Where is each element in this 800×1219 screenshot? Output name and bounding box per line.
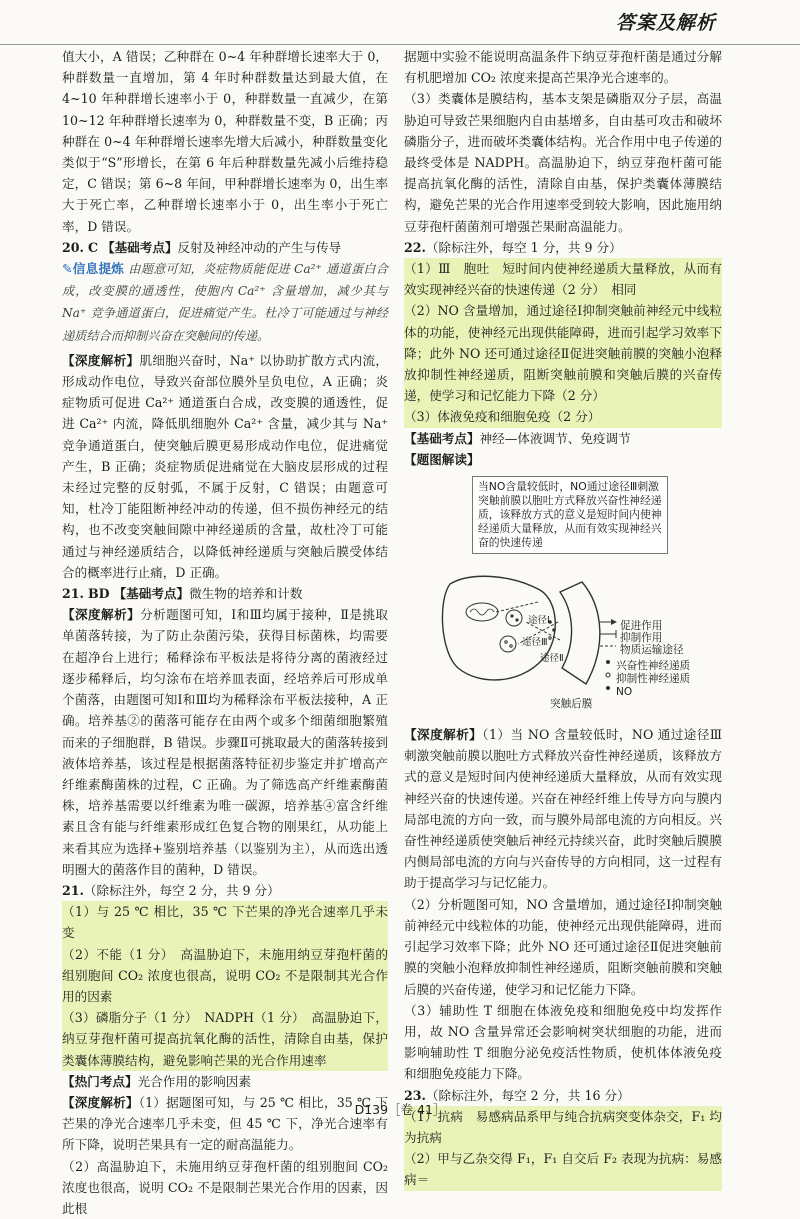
q21b-answer-1: （1）与 25 ℃ 相比，35 ℃ 下芒果的净光合速率几乎未变	[62, 901, 388, 943]
q22-heading: 22.（除标注外，每空 1 分，共 9 分）	[404, 239, 622, 255]
q22-answer-2: （2）NO 含量增加，通过途径Ⅰ抑制突触前神经元中线粒体的功能，使神经元出现供能障碍，进而引起学习效率下降；此外 NO 还可通过途径Ⅱ促进突触前膜的突触小泡释放抑制性神经递质，阻断突触前膜和突触后膜的兴奋传递，使学习和记忆能力下降（2 分）	[404, 300, 722, 406]
q22-deep-analysis-3: （3）辅助性 T 细胞在体液免疫和细胞免疫中均发挥作用，故 NO 含量异常还会影响树突状细胞的功能，进而影响辅助性 T 细胞分泌免疫活性物质，使机体体液免疫和细胞免疫能力下降。	[404, 1002, 722, 1082]
base-topic: 【基础考点】神经—体液调节、免疫调节	[404, 430, 631, 446]
q22-answer-1: （1）Ⅲ 胞吐 短时间内使神经递质大量释放，从而有效实现神经兴奋的快速传递（2 分） 相同	[404, 258, 722, 300]
q21b-deep-analysis: 【深度解析】（1）据题图可知，与 25 ℃ 相比，35 ℃ 下芒果的净光合速率几乎未变，但 45 ℃ 下，净光合速率有所下降，说明芒果具有一定的耐高温能力。	[62, 1094, 388, 1153]
diagram-callout: 当NO含量较低时，NO通过途径Ⅲ刺激突触前膜以胞吐方式释放兴奋性神经递质，该释放方式的意义是短时间内使神经递质大量释放，从而有效实现神经兴奋的快速传递	[472, 476, 668, 554]
vesicle	[500, 636, 516, 652]
hot-topic: 【热门考点】光合作用的影响因素	[62, 1073, 251, 1089]
pencil-icon: ✎	[62, 261, 73, 277]
figure-reading-tag: 【题图解读】	[404, 451, 480, 467]
q22-answer-3: （3）体液免疫和细胞免疫（2 分）	[404, 406, 722, 427]
q20-heading: 20. C 【基础考点】反射及神经冲动的产生与传导	[62, 239, 342, 255]
postsynaptic-label: 突触后膜	[550, 698, 593, 711]
synapse-diagram: 当NO含量较低时，NO通过途径Ⅲ刺激突触前膜以胞吐方式释放兴奋性神经递质，该释放方式的意义是短时间内使神经递质大量释放，从而有效实现神经兴奋的快速传递 促进作用 抑制作用 物质运输途径 兴奋性神经递质 抑制性神经递质 NO 途径Ⅰ 途径Ⅱ 途径Ⅲ 突触后膜	[410, 472, 700, 720]
q21-deep-analysis: 【深度解析】分析题图可知，Ⅰ和Ⅲ均属于接种，Ⅱ是挑取单菌落转接，为了防止杂菌污染，获得目标菌株，均需要在超净台上进行；稀释涂布平板法是将待分离的菌液经过逐步稀释后，均匀涂布在培养皿表面，经培养后可形成单个菌落，由题图可知Ⅰ和Ⅲ均为稀释涂布平板法接种，A 正确。培养基②的菌落可能存在由两个或多个细菌细胞繁殖而来的子细胞群，B 错误。步骤Ⅱ可挑取最大的菌落转接到液体培养基，该过程是根据菌落特征初步鉴定并扩增高产纤维素酶菌株的过程，C 正确。为了筛选高产纤维素酶菌株，培养基需要以纤维素为唯一碳源，培养基④富含纤维素且含有能与纤维素形成红色复合物的刚果红，从功能上来看其应为选择+鉴别培养基（以鉴别为主），从而选出透明圈大的菌落作目的菌种，D 错误。	[62, 607, 388, 877]
q21b-heading: 21.（除标注外，每空 2 分，共 9 分）	[62, 882, 280, 898]
q20-deep-analysis: 【深度解析】肌细胞兴奋时，Na⁺ 以协助扩散方式内流，形成动作电位，导致兴奋部位膜外呈负电位，A 正确；炎症物质可促进 Ca²⁺ 通道蛋白合成，改变膜的通透性，促进 Ca²⁺ 内流，降低肌细胞外 Ca²⁺ 含量，减少其与 Na⁺ 竞争通道蛋白，使突触后膜更易形成动作电位，促进痛觉产生，B 正确；炎症物质促进痛觉在大脑皮层形成的过程未经过完整的反射弧，不属于反射，C 错误；由题意可知，杜冷丁能阻断神经冲动的传递，但不损伤神经元的结构，也不改变突触间隙中神经递质的含量，故杜冷丁可能通过与神经递质结合，以降低神经递质与突触后膜受体结合的概率进行止痛，D 正确。	[62, 352, 388, 580]
right-column	[404, 46, 722, 1191]
q20-tag: 【基础考点】	[101, 239, 178, 255]
page-header	[0, 0, 800, 45]
page-title: 答案及解析	[615, 12, 716, 34]
q23-answer-1: （1）抗病 易感病品系甲与纯合抗病突变体杂交，F₁ 均为抗病	[404, 1106, 722, 1148]
q22-deep-analysis-2: （2）分析题图可知，NO 含量增加，通过途径Ⅰ抑制突触前神经元中线粒体的功能，使神经元出现供能障碍，进而引起学习效率下降；此外 NO 还可通过途径Ⅱ促进突触前膜的突触小泡释放抑制性神经递质，阻断突触前膜和突触后膜的兴奋传递，使学习和记忆能力下降。	[404, 896, 722, 997]
q21b-continuation: 据题中实验不能说明高温条件下纳豆芽孢杆菌是通过分解有机肥增加 CO₂ 浓度来提高芒果净光合速率的。	[404, 49, 722, 86]
q20-answer: C	[87, 239, 98, 255]
q19-continuation: 值大小，A 错误；乙种群在 0~4 年种群增长速率大于 0，种群数量一直增加，第 4 年时种群数量达到最大值，在 4~10 年种群增长速率小于 0，种群数量一直减少，在第 10~12 年种群增长速率为 0，种群数量不变，B 正确；丙种群在 0~4 年种群增长速率先增大后减小，种群数量变化类似于“S”形增长，在第 6 年后种群数量先减小后维持稳定，C 错误；第 6~8 年间，甲种群增长速率为 0，出生率大于死亡率，乙种群增长速率小于 0，出生率小于死亡率，D 错误。	[62, 49, 388, 234]
vesicle	[506, 610, 522, 626]
postsynaptic-membrane	[560, 582, 600, 684]
page-footer: D139［卷 41］	[354, 1102, 446, 1117]
q21b-answer-3: （3）磷脂分子（1 分） NADPH（1 分） 高温胁迫下，纳豆芽孢杆菌可提高抗氧化酶的活性，清除自由基，保护类囊体薄膜结构，避免影响芒果的光合作用速率	[62, 1007, 388, 1071]
mitochondrion	[466, 603, 498, 621]
q21b-answer-2: （2）不能（1 分） 高温胁迫下，未施用纳豆芽孢杆菌的组别胞间 CO₂ 浓度也很高，说明 CO₂ 不是限制其光合作用的因素	[62, 944, 388, 1008]
q23-answer-2: （2）甲与乙杂交得 F₁，F₁ 自交后 F₂ 表现为抗病：易感病＝	[404, 1148, 722, 1190]
left-column	[62, 46, 388, 1219]
q21b-part3-analysis: （3）类囊体是膜结构，基本支架是磷脂双分子层，高温胁迫可导致芒果细胞内自由基增多，自由基可攻击和破坏磷脂分子，进而破坏类囊体结构。光合作用中电子传递的最终受体是 NADPH。高温胁迫下，纳豆芽孢杆菌可能提高抗氧化酶的活性，清除自由基，保护类囊体薄膜结构，避免芒果的光合作用速率受到较大影响，因此施用纳豆芽孢杆菌菌剂可增强芒果耐高温能力。	[404, 91, 722, 234]
q21-heading: 21. BD 【基础考点】微生物的培养和计数	[62, 586, 303, 602]
q20-info: ✎信息提炼 由题意可知，炎症物质能促进 Ca²⁺ 通道蛋白合成，改变膜的通透性，使胞内 Ca²⁺ 含量增加，减少其与 Na⁺ 竞争通道蛋白，促进痛觉产生。杜冷丁可能通过与神经递质结合而抑制兴奋在突触间的传递。	[62, 258, 388, 347]
q23-heading: 23.（除标注外，每空 2 分，共 16 分）	[404, 1087, 630, 1103]
q22-deep-analysis: 【深度解析】（1）当 NO 含量较低时，NO 通过途径Ⅲ刺激突触前膜以胞吐方式释放兴奋性神经递质，该释放方式的意义是短时间内使神经递质大量释放，从而有效实现神经兴奋的快速传递。兴奋在神经纤维上传导方向与膜内局部电流的方向一致，而与膜外局部电流的方向相反。兴奋性神经递质使突触后神经元持续兴奋，此时突触后膜膜内侧局部电流的方向与兴奋传导的方向相同，这一过程有助于提高学习与记忆能力。	[404, 727, 722, 891]
q21b-deep-analysis-2: （2）高温胁迫下，未施用纳豆芽孢杆菌的组别胞间 CO₂ 浓度也很高，说明 CO₂ 不是限制芒果光合作用的因素，因此根	[62, 1158, 388, 1216]
